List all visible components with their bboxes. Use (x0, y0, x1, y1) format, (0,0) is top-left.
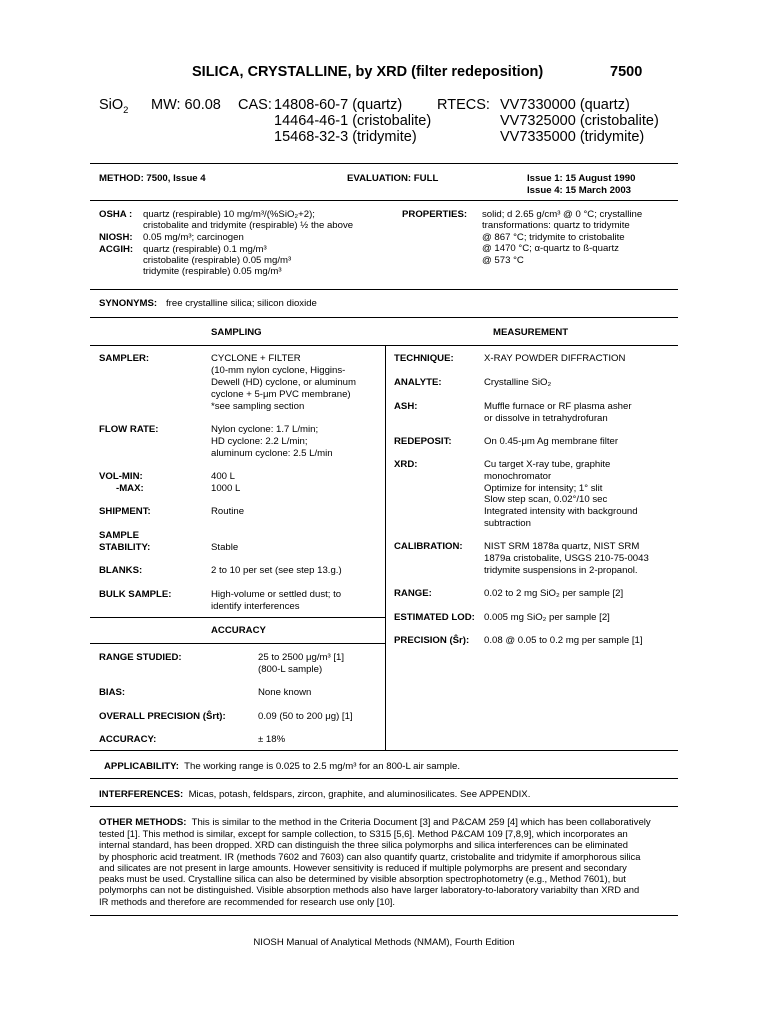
other-methods-line: and silicates are not present in large amounts. However sensitivity is reduced if multiple polymorphs are present and secondary (99, 862, 627, 873)
xrd-line: monochromator (484, 471, 552, 482)
method-title: SILICA, CRYSTALLINE, by XRD (filter redeposition) (192, 64, 544, 80)
ash-line: Muffle furnace or RF plasma asher (484, 401, 632, 412)
range-studied-line: 25 to 2500 μg/m³ [1] (258, 652, 345, 663)
redeposit-value: On 0.45-μm Ag membrane filter (484, 436, 619, 447)
acgih-limit-2: cristobalite (respirable) 0.05 mg/m³ (143, 255, 292, 266)
divider (90, 750, 678, 751)
properties-line: @ 1470 °C; α-quartz to ß-quartz (482, 243, 619, 254)
acgih-limit-3: tridymite (respirable) 0.05 mg/m³ (143, 266, 282, 277)
bulk-sample-label: BULK SAMPLE: (99, 589, 172, 600)
sampling-heading: SAMPLING (211, 327, 262, 338)
overall-precision-value: 0.09 (50 to 200 μg) [1] (258, 711, 353, 722)
vol-min-label: VOL-MIN: (99, 471, 143, 482)
other-methods-line-1: OTHER METHODS: This is similar to the method in the Criteria Document [3] and P&CAM 259 [4] which has been collaboratively (99, 817, 651, 828)
calibration-line: NIST SRM 1878a quartz, NIST SRM (484, 541, 640, 552)
properties-line: @ 867 °C; tridymite to cristobalite (482, 232, 625, 243)
method-number: 7500 (610, 64, 643, 80)
cas-label: CAS: (238, 97, 272, 113)
divider (90, 643, 386, 644)
flow-rate-line: Nylon cyclone: 1.7 L/min; (211, 424, 319, 435)
cas-cristobalite: 14464-46-1 (cristobalite) (274, 113, 432, 129)
interferences: INTERFERENCES: Micas, potash, feldspars, zircon, graphite, and aluminosilicates. See APPENDIX. (99, 789, 531, 800)
lod-value: 0.005 mg SiO₂ per sample [2] (484, 612, 610, 623)
xrd-line: Cu target X-ray tube, graphite (484, 459, 611, 470)
precision-label: PRECISION (Ŝr): (394, 635, 470, 646)
analyte-label: ANALYTE: (394, 377, 442, 388)
cas-tridymite: 15468-32-3 (tridymite) (274, 129, 417, 145)
applicability: APPLICABILITY: The working range is 0.025 to 2.5 mg/m³ for an 800-L air sample. (104, 761, 461, 772)
sampler-line: CYCLONE + FILTER (211, 353, 301, 364)
other-methods-line: tested [1]. This method is similar, except for sample collection, to S315 [5,6]. Method P&CAM 109 [7,8,9], which incorporates an (99, 828, 628, 839)
sampler-line: (10-mm nylon cyclone, Higgins- (211, 365, 346, 376)
range-studied-line: (800-L sample) (258, 664, 323, 675)
accuracy-value: ± 18% (258, 734, 286, 745)
other-methods-line: by phosphoric acid treatment. IR (methods 7602 and 7603) can also quantify quartz, cristobalite and tridymite if amorphorous silica (99, 851, 641, 862)
osha-limit-1: quartz (respirable) 10 mg/m³/(%SiO₂+2); (143, 209, 315, 220)
sampler-line: cyclone + 5-μm PVC membrane) (211, 389, 351, 400)
other-methods-line: polymorphs can not be distinguished. Visible absorption methods also have larger laboratory-to-laboratory variabilty than XRD and (99, 884, 640, 895)
stability-value: Stable (211, 542, 239, 553)
niosh-label: NIOSH: (99, 232, 133, 243)
blanks-label: BLANKS: (99, 565, 143, 576)
overall-precision-label: OVERALL PRECISION (Ŝrt): (99, 711, 226, 722)
lod-label: ESTIMATED LOD: (394, 612, 475, 623)
vol-min-value: 400 L (211, 471, 236, 482)
niosh-limit: 0.05 mg/m³; carcinogen (143, 232, 244, 243)
divider (90, 163, 678, 164)
divider (90, 806, 678, 807)
accuracy-heading: ACCURACY (211, 625, 266, 636)
xrd-line: subtraction (484, 518, 531, 529)
flow-rate-label: FLOW RATE: (99, 424, 159, 435)
synonyms-value: free crystalline silica; silicon dioxide (166, 298, 317, 309)
divider (90, 915, 678, 916)
redeposit-label: REDEPOSIT: (394, 436, 452, 447)
blanks-value: 2 to 10 per set (see step 13.g.) (211, 565, 342, 576)
sampler-label: SAMPLER: (99, 353, 150, 364)
flow-rate-line: HD cyclone: 2.2 L/min; (211, 436, 308, 447)
calibration-line: tridymite suspensions in 2-propanol. (484, 565, 638, 576)
rtecs-quartz: VV7330000 (quartz) (500, 97, 630, 113)
accuracy-label: ACCURACY: (99, 734, 157, 745)
divider (90, 200, 678, 201)
properties-label: PROPERTIES: (402, 209, 468, 220)
acgih-limit-1: quartz (respirable) 0.1 mg/m³ (143, 244, 267, 255)
divider (90, 778, 678, 779)
method-issue: METHOD: 7500, Issue 4 (99, 173, 206, 184)
osha-label: OSHA : (99, 209, 133, 220)
shipment-label: SHIPMENT: (99, 506, 151, 517)
sampler-line: *see sampling section (211, 401, 305, 412)
xrd-label: XRD: (394, 459, 418, 470)
shipment-value: Routine (211, 506, 245, 517)
rtecs-label: RTECS: (437, 97, 490, 113)
range-label: RANGE: (394, 588, 432, 599)
flow-rate-line: aluminum cyclone: 2.5 L/min (211, 448, 333, 459)
measurement-heading: MEASUREMENT (493, 327, 569, 338)
other-methods-line: internal standard, has been dropped. XRD can distinguish the three silica polymorphs and silica interferences can be eliminated (99, 839, 628, 850)
osha-limit-2: cristobalite and tridymite (respirable) ½ the above (143, 220, 354, 231)
bulk-sample-line: identify interferences (211, 601, 300, 612)
ash-label: ASH: (394, 401, 418, 412)
xrd-line: Optimize for intensity; 1° slit (484, 483, 603, 494)
bias-label: BIAS: (99, 687, 126, 698)
properties-line: transformations: quartz to tridymite (482, 220, 630, 231)
technique-value: X-RAY POWDER DIFFRACTION (484, 353, 626, 364)
xrd-line: Integrated intensity with background (484, 506, 638, 517)
xrd-line: Slow step scan, 0.02°/10 sec (484, 494, 608, 505)
issue-1-date: Issue 1: 15 August 1990 (527, 173, 636, 184)
rtecs-cristobalite: VV7325000 (cristobalite) (500, 113, 659, 129)
page-footer: NIOSH Manual of Analytical Methods (NMAM), Fourth Edition (253, 937, 515, 948)
vol-max-value: 1000 L (211, 483, 241, 494)
other-methods-line: IR methods and therefore are recommended for research use only [10]. (99, 896, 395, 907)
stability-label-2: STABILITY: (99, 542, 151, 553)
range-studied-label: RANGE STUDIED: (99, 652, 182, 663)
calibration-line: 1879a cristobalite, USGS 210-75-0043 (484, 553, 649, 564)
divider (90, 289, 678, 290)
column-divider (385, 345, 386, 750)
properties-line: @ 573 °C (482, 255, 524, 266)
synonyms-label: SYNONYMS: (99, 298, 158, 309)
acgih-label: ACGIH: (99, 244, 134, 255)
ash-line: or dissolve in tetrahydrofuran (484, 413, 608, 424)
precision-value: 0.08 @ 0.05 to 0.2 mg per sample [1] (484, 635, 643, 646)
technique-label: TECHNIQUE: (394, 353, 454, 364)
properties-line: solid; d 2.65 g/cm³ @ 0 °C; crystalline (482, 209, 643, 220)
sampler-line: Dewell (HD) cyclone, or aluminum (211, 377, 357, 388)
divider (90, 317, 678, 318)
divider (90, 345, 678, 346)
range-value: 0.02 to 2 mg SiO₂ per sample [2] (484, 588, 624, 599)
calibration-label: CALIBRATION: (394, 541, 463, 552)
chemical-formula: SiO$_2$ (99, 97, 129, 115)
evaluation: EVALUATION: FULL (347, 173, 439, 184)
analyte-value: Crystalline SiO₂ (484, 377, 552, 388)
divider (90, 617, 386, 618)
vol-max-label: -MAX: (116, 483, 144, 494)
rtecs-tridymite: VV7335000 (tridymite) (500, 129, 645, 145)
stability-label-1: SAMPLE (99, 530, 139, 541)
molecular-weight: MW: 60.08 (151, 97, 221, 113)
other-methods-line: peaks must be used. Crystalline silica can also be determined by visible absorption spectrophotometry (e.g., Method 7601), but (99, 873, 626, 884)
bulk-sample-line: High-volume or settled dust; to (211, 589, 342, 600)
bias-value: None known (258, 687, 312, 698)
cas-quartz: 14808-60-7 (quartz) (274, 97, 403, 113)
issue-4-date: Issue 4: 15 March 2003 (527, 185, 631, 196)
